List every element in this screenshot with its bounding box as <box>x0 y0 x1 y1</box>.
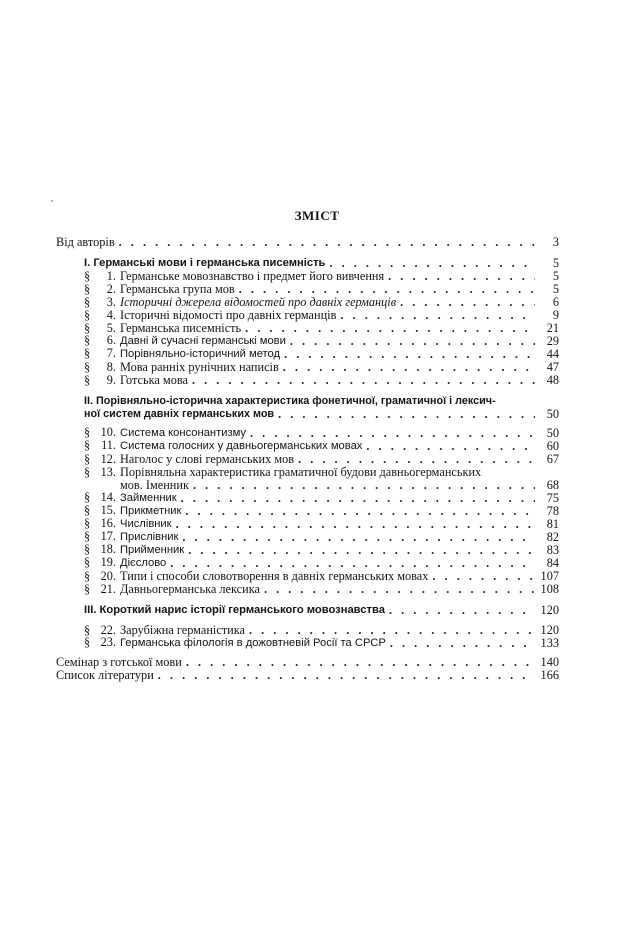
page-number: 9 <box>552 308 559 322</box>
dot-leader <box>176 517 535 531</box>
section-number: 5. <box>106 321 116 335</box>
section-sign: § <box>84 269 91 283</box>
page-number: 67 <box>546 452 559 466</box>
section-number: 15. <box>100 503 116 517</box>
page-number: 50 <box>546 426 559 440</box>
page-number: 21 <box>546 321 559 335</box>
section-number: 7. <box>106 346 116 360</box>
dot-leader <box>390 636 535 650</box>
dot-leader <box>389 603 535 617</box>
section-sign: § <box>84 582 91 596</box>
section-sign: § <box>84 555 91 569</box>
dot-leader <box>298 452 535 466</box>
entry-title: Список літератури <box>56 668 154 682</box>
entry-title: Давньогерманська лексика <box>120 582 260 596</box>
section-sign: § <box>84 490 91 504</box>
page-number: 75 <box>546 491 559 505</box>
toc-entry[interactable] <box>84 295 559 309</box>
toc-entry-bibliography[interactable] <box>56 668 559 682</box>
toc-entry[interactable] <box>120 478 559 492</box>
section-sign: § <box>84 321 91 335</box>
entry-title: Прийменник <box>120 544 185 556</box>
speck <box>51 200 53 202</box>
section-sign: § <box>84 503 91 517</box>
section-sign: § <box>84 569 91 583</box>
section-sign: § <box>84 360 91 374</box>
section-number: 19. <box>100 555 116 569</box>
entry-title: Типи і способи словотворення в давніх германських мовах <box>120 569 429 583</box>
section-number: 6. <box>106 333 116 347</box>
page-number: 83 <box>546 543 559 557</box>
section-sign: § <box>84 529 91 543</box>
toc-entry-seminar[interactable] <box>56 655 559 669</box>
section-sign: § <box>84 333 91 347</box>
page-number: 78 <box>546 504 559 518</box>
page-number: 84 <box>546 556 559 570</box>
toc-part-3[interactable] <box>84 603 559 617</box>
dot-leader <box>181 491 535 505</box>
section-number: 9. <box>106 373 116 387</box>
entry-title: Германська філологія в дожовтневій Росії та СРСР <box>120 637 386 649</box>
section-sign: § <box>84 295 91 309</box>
entry-title: Мова ранніх рунічних написів <box>120 360 279 374</box>
page-number: 44 <box>546 347 559 361</box>
section-sign: § <box>84 623 91 637</box>
page-number: 166 <box>540 668 559 682</box>
toc-entry-preface[interactable] <box>56 235 559 249</box>
dot-leader <box>185 504 535 518</box>
entry-title: Займенник <box>120 492 177 504</box>
dot-leader <box>329 256 535 270</box>
dot-leader <box>432 569 535 583</box>
entry-title: Германська група мов <box>120 282 235 296</box>
section-number: 21. <box>100 582 116 596</box>
dot-leader <box>186 655 535 669</box>
entry-title: Готська мова <box>120 373 188 387</box>
dot-leader <box>278 407 535 421</box>
toc-part-2-line1[interactable]: ІІ. Порівняльно-історична характеристика фонетичної, граматичної і лексич- <box>84 395 496 407</box>
entry-title-cont: мов. Іменник <box>120 478 189 492</box>
page-number: 108 <box>540 582 559 596</box>
entry-title: Наголос у слові германських мов <box>120 452 295 466</box>
section-number: 18. <box>100 542 116 556</box>
entry-title: Історичні джерела відомостей про давніх германців <box>120 295 397 309</box>
entry-title: Прислівник <box>120 531 179 543</box>
entry-title: Давні й сучасні германські мови <box>120 335 286 347</box>
entry-title: Система голосних у давньогерманських мовах <box>120 440 363 452</box>
section-sign: § <box>84 308 91 322</box>
toc-part-2[interactable] <box>84 407 559 421</box>
page-number: 50 <box>546 407 559 421</box>
toc-entry[interactable] <box>84 556 559 570</box>
section-sign: § <box>84 373 91 387</box>
section-sign: § <box>84 542 91 556</box>
section-sign: § <box>84 438 91 452</box>
section-number: 3. <box>106 295 116 309</box>
entry-title: Числівник <box>120 518 172 530</box>
section-sign: § <box>84 635 91 649</box>
section-sign: § <box>84 452 91 466</box>
page-number: 48 <box>546 373 559 387</box>
section-sign: § <box>84 465 91 479</box>
part-title: І. Германські мови і германська писемність <box>84 257 326 269</box>
toc-entry[interactable] <box>84 308 559 322</box>
entry-title: Історичні відомості про давніх германців <box>120 308 337 322</box>
dot-leader <box>388 269 535 283</box>
page-number: 3 <box>552 235 559 249</box>
page-number: 81 <box>546 517 559 531</box>
page-number: 107 <box>540 569 559 583</box>
page-title: ЗМІСТ <box>294 208 340 223</box>
page-number: 6 <box>552 295 559 309</box>
toc-entry[interactable] <box>84 569 559 583</box>
dot-leader <box>284 347 535 361</box>
toc-entry[interactable] <box>84 347 559 361</box>
dot-leader <box>239 282 535 296</box>
toc-entry[interactable] <box>84 636 559 650</box>
section-number: 20. <box>100 569 116 583</box>
dot-leader <box>193 478 535 492</box>
section-number: 14. <box>100 490 116 504</box>
toc-entry-multiline[interactable] <box>84 465 481 479</box>
entry-title: Германське мовознавство і предмет його вивчення <box>120 269 385 283</box>
entry-title: Прикметник <box>120 505 182 517</box>
dot-leader <box>158 668 535 682</box>
section-sign: § <box>84 425 91 439</box>
section-number: 17. <box>100 529 116 543</box>
dot-leader <box>283 360 535 374</box>
page-number: 68 <box>546 478 559 492</box>
section-number: 22. <box>100 623 116 637</box>
page-number: 120 <box>540 603 559 617</box>
dot-leader <box>188 543 535 557</box>
page-number: 140 <box>540 655 559 669</box>
page-number: 5 <box>552 269 559 283</box>
toc-entry[interactable] <box>84 282 559 296</box>
section-number: 4. <box>106 308 116 322</box>
section-number: 11. <box>101 438 116 452</box>
dot-leader <box>400 295 535 309</box>
section-number: 1. <box>106 269 116 283</box>
section-number: 2. <box>106 282 116 296</box>
part-title: ної систем давніх германських мов <box>84 408 275 420</box>
toc-entry[interactable] <box>84 582 559 596</box>
page-number: 5 <box>552 256 559 270</box>
toc-entry[interactable] <box>84 360 559 374</box>
section-number: 10. <box>100 425 116 439</box>
entry-title: Від авторів <box>56 235 115 249</box>
toc-part-1[interactable] <box>84 256 559 270</box>
section-number: 12. <box>100 452 116 466</box>
dot-leader <box>290 334 535 348</box>
section-sign: § <box>84 516 91 530</box>
entry-title: Дієслово <box>120 557 167 569</box>
toc-entry[interactable] <box>84 269 559 283</box>
entry-title: Система консонантизму <box>120 427 247 439</box>
toc-entry[interactable] <box>84 373 559 387</box>
section-number: 16. <box>100 516 116 530</box>
toc-entry[interactable] <box>84 439 559 453</box>
entry-title: Порівняльна характеристика граматичної будови давньогерманських <box>120 465 482 479</box>
dot-leader <box>119 235 535 249</box>
entry-title: Семінар з готської мови <box>56 655 182 669</box>
section-number: 13. <box>100 465 116 479</box>
entry-title: Порівняльно-історичний метод <box>120 348 281 360</box>
dot-leader <box>264 582 535 596</box>
entry-title: Зарубіжна германістика <box>120 623 245 637</box>
page-number: 29 <box>546 334 559 348</box>
dot-leader <box>192 373 535 387</box>
dot-leader <box>366 439 535 453</box>
page-number: 120 <box>540 623 559 637</box>
section-sign: § <box>84 282 91 296</box>
section-number: 8. <box>106 360 116 374</box>
dot-leader <box>182 530 535 544</box>
page-number: 60 <box>546 439 559 453</box>
toc-entry[interactable] <box>84 452 559 466</box>
dot-leader <box>245 321 535 335</box>
entry-title: Германська писемність <box>120 321 242 335</box>
page-number: 133 <box>540 636 559 650</box>
dot-leader <box>340 308 535 322</box>
section-sign: § <box>84 346 91 360</box>
part-title: ІІІ. Короткий нарис історії германського мовознавства <box>84 604 385 616</box>
dot-leader <box>170 556 535 570</box>
page-number: 5 <box>552 282 559 296</box>
page-number: 47 <box>546 360 559 374</box>
page-number: 82 <box>546 530 559 544</box>
section-number: 23. <box>100 635 116 649</box>
